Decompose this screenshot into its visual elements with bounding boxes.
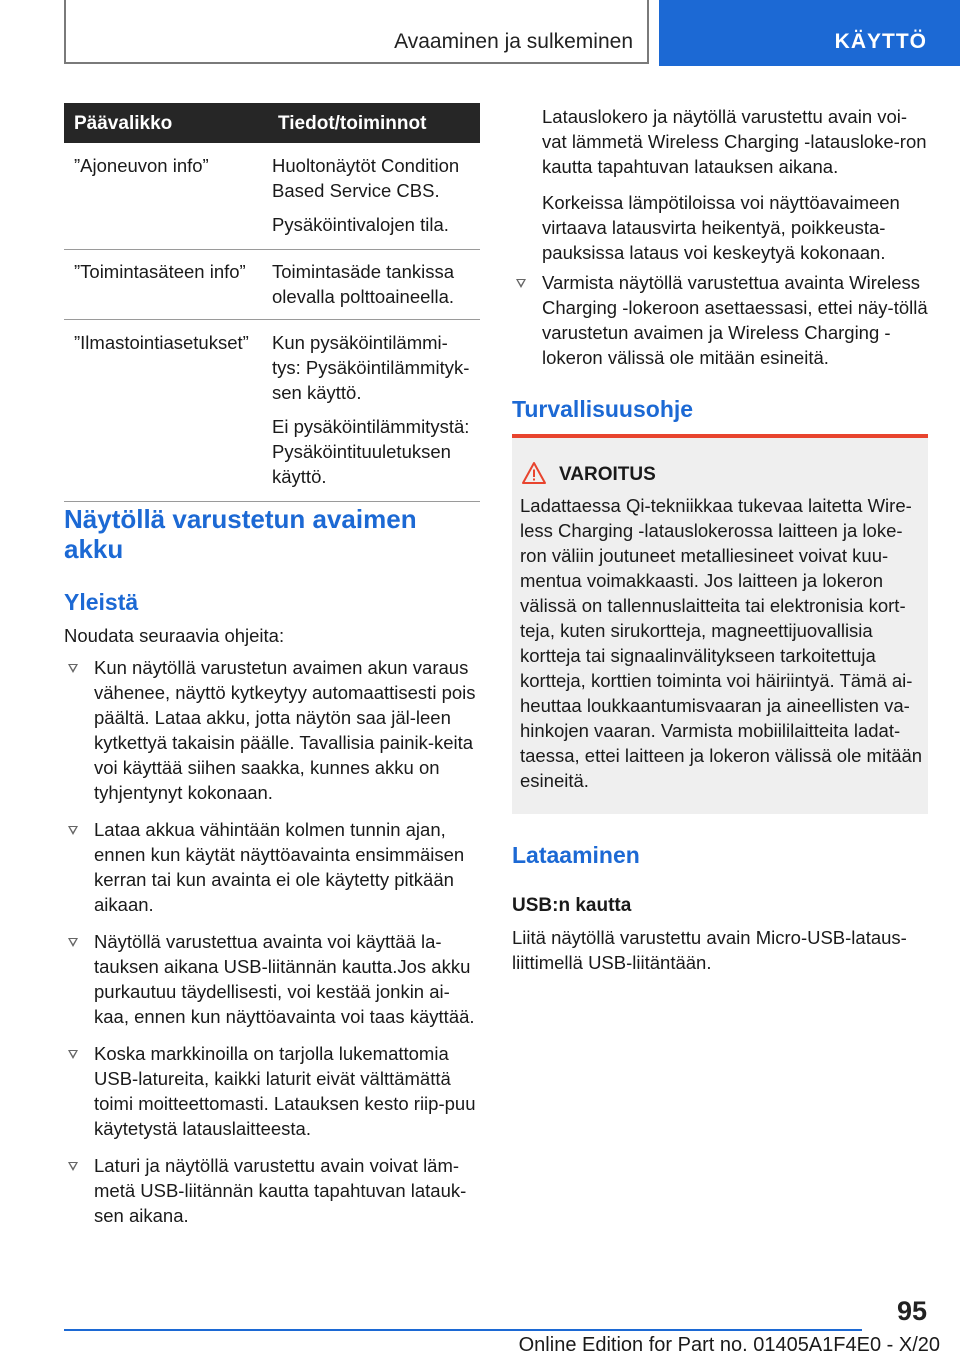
info-text: Pysäköintivalojen tila.: [272, 214, 449, 235]
footer-text: Online Edition for Part no. 01405A1F4E0 - X/20: [518, 1334, 940, 1356]
table-row: [64, 250, 480, 320]
list-item: Varmista näytöllä varustettua avainta Wireless Charging -lokeroon asettaessasi, ettei näy-töllä varustetun avaimen ja Wireless Charging -lokeron välissä ole mitään esineitä.: [512, 270, 928, 370]
usb-heading: USB:n kautta: [512, 895, 632, 916]
charging-heading: Lataaminen: [512, 842, 640, 868]
list-item: Näytöllä varustettua avainta voi käyttää la-tauksen aikana USB-liitännän kautta.Jos akku purkautuu täydellisesti, voi kestää jonkin ai-kaa, ennen kun näyttöavainta voi taas käyttää.: [64, 929, 480, 1029]
info-text: Huoltonäytöt Condition Based Service CBS.: [272, 155, 460, 201]
table-header-row: [64, 103, 480, 143]
safety-heading: Turvallisuusohje: [512, 396, 694, 422]
triangle-bullet-icon: [68, 664, 78, 673]
list-item: Koska markkinoilla on tarjolla lukemattomia USB-latureita, kaikki laturit eivät välttämättä toimi moitteettomasti. Latauksen kesto riip-puu käytetystä latauslaitteesta.: [64, 1041, 480, 1141]
list-item: Lataa akkua vähintään kolmen tunnin ajan, ennen kun käytät näyttöavainta ensimmäisen kerran tai kun avainta ei ole käytetty pitkään aikaan.: [64, 817, 480, 917]
usb-text: Liitä näytöllä varustettu avain Micro-USB-lataus-liittimellä USB-liitäntään.: [512, 927, 907, 973]
info-text: Kun pysäköintilämmi-tys: Pysäköintilämmityk-sen käyttö.: [272, 332, 470, 403]
warning-text: Ladattaessa Qi-tekniikkaa tukevaa laitetta Wire-less Charging -latauslokerossa laitteen ja loke-ron väliin joutuneet metalliesineet voivat kuu-mentua voimakkaasti. Jos laitteen ja lokeron välissä on tallennuslaitteita tai elektronisia kort-teja, kuten sirukortteja, magneettijuovallisia kortteja tai signaalinvälitykseen tarkoitettuja kortteja, korttien toiminta voi häiriintyä. Tämä ai-heuttaa loukkaantumisvaaran ja aineellisten va-hinkojen vaaran. Varmista mobiililaitteita ladat-taessa, ettei laitteen ja lokeron välissä ole mitään esineitä.: [520, 495, 923, 791]
table-cell-menu: ”Toimintasäteen info”: [64, 250, 272, 320]
footer-divider: [64, 1329, 862, 1331]
list-item: Laturi ja näytöllä varustettu avain voivat läm-metä USB-liitännän kautta tapahtuvan latauk-sen aikana.: [64, 1153, 480, 1228]
triangle-bullet-icon: [68, 1050, 78, 1059]
section-title: Avaaminen ja sulkeminen: [394, 30, 633, 53]
triangle-bullet-icon: [68, 1162, 78, 1171]
triangle-bullet-icon: [516, 279, 526, 288]
para-text: Korkeissa lämpötiloissa voi näyttöavaimeen virtaava latausvirta heikentyä, poikkeusta-pauksissa lataus voi keskeytyä kokonaan.: [542, 192, 900, 263]
triangle-bullet-icon: [68, 938, 78, 947]
menu-table: [64, 103, 480, 502]
general-subheading: Yleistä: [64, 589, 139, 615]
warning-triangle-icon: [521, 461, 547, 485]
table-row: [64, 320, 480, 502]
table-cell-info: [272, 143, 480, 250]
battery-bullet-list: [64, 655, 480, 1240]
table-row: [64, 143, 480, 250]
table-header-info: Tiedot/toiminnot: [272, 103, 480, 143]
triangle-bullet-icon: [68, 826, 78, 835]
info-text: Toimintasäde tankissa olevalla polttoaineella.: [272, 261, 455, 307]
table-cell-menu: ”Ilmastointiasetukset”: [64, 320, 272, 502]
continued-paragraph: [542, 104, 928, 265]
list-item: Kun näytöllä varustetun avaimen akun varaus vähenee, näyttö kytkeytyy automaattisesti pois päältä. Lataa akku, jotta näytön saa jäl-leen kytkettyä takaisin päälle. Tavallisia painik-keita voi käyttää siihen saakka, kunnes akku on tyhjentynyt kokonaan.: [64, 655, 480, 805]
wireless-bullet-list: [512, 270, 928, 382]
chapter-title: KÄYTTÖ: [834, 30, 927, 53]
table-cell-info: [272, 250, 480, 320]
intro-text: Noudata seuraavia ohjeita:: [64, 625, 285, 646]
table-cell-menu: ”Ajoneuvon info”: [64, 143, 272, 250]
para-text: Latauslokero ja näytöllä varustettu avain voi-vat lämmetä Wireless Charging -latausloke-ron kautta tapahtuvan latauksen aikana.: [542, 106, 927, 177]
info-text: Ei pysäköintilämmitystä: Pysäköintituuletuksen käyttö.: [272, 416, 470, 487]
warning-box: [512, 434, 928, 814]
battery-heading: Näytöllä varustetun avaimen akku: [64, 504, 417, 564]
table-header-menu: Päävalikko: [64, 103, 272, 143]
header-section-box: [64, 0, 649, 64]
page-number: 95: [896, 1296, 927, 1326]
warning-title: VAROITUS: [559, 464, 656, 485]
table-cell-info: [272, 320, 480, 502]
header-chapter-tab: [659, 0, 960, 66]
